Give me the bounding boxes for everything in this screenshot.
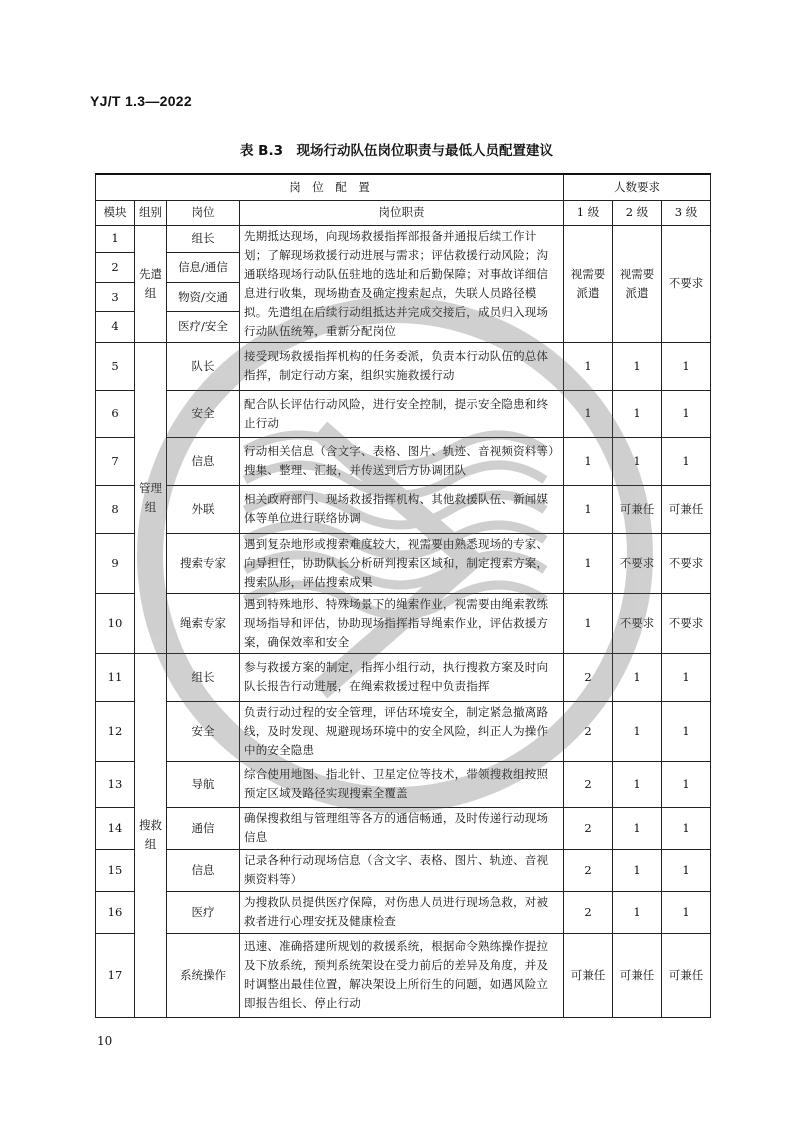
table-row xyxy=(96,933,711,1017)
post-cell: 系统操作 xyxy=(167,933,240,1017)
level-3-cell: 1 xyxy=(662,807,711,849)
group-cell-advance: 先遣组 xyxy=(135,225,167,342)
header-duty: 岗位职责 xyxy=(240,200,564,225)
level-3-cell: 不要求 xyxy=(662,593,711,653)
level-1-cell: 1 xyxy=(564,593,613,653)
module-cell: 17 xyxy=(96,933,135,1017)
level-1-cell: 2 xyxy=(564,807,613,849)
module-cell: 5 xyxy=(96,342,135,390)
table-row xyxy=(96,533,711,593)
level-3-cell: 不要求 xyxy=(662,225,711,342)
table-row xyxy=(96,437,711,485)
module-cell: 7 xyxy=(96,437,135,485)
level-1-cell: 视需要派遣 xyxy=(564,225,613,342)
header-row-top xyxy=(96,174,711,200)
duty-cell: 记录各种行动现场信息（含文字、表格、图片、轨迹、音视频资料等） xyxy=(240,849,564,891)
table-row xyxy=(96,653,711,701)
duty-cell: 负责行动过程的安全管理，评估环境安全，制定紧急撤离路线，及时发现、规避现场环境中的安全风险，纠正人为操作中的安全隐患 xyxy=(240,701,564,761)
header-module: 模块 xyxy=(96,200,135,225)
level-2-cell: 1 xyxy=(613,390,662,437)
post-cell: 组长 xyxy=(167,225,240,253)
level-3-cell: 1 xyxy=(662,849,711,891)
duty-cell: 综合使用地图、指北针、卫星定位等技术，带领搜救组按照预定区域及路径实现搜索全覆盖 xyxy=(240,761,564,807)
level-3-cell: 不要求 xyxy=(662,533,711,593)
level-1-cell: 2 xyxy=(564,891,613,933)
level-3-cell: 1 xyxy=(662,701,711,761)
module-cell: 1 xyxy=(96,225,135,253)
level-3-cell: 1 xyxy=(662,653,711,701)
duty-cell: 相关政府部门、现场救援指挥机构、其他救援队伍、新闻媒体等单位进行联络协调 xyxy=(240,485,564,533)
level-2-cell: 可兼任 xyxy=(613,485,662,533)
duty-cell: 遇到复杂地形或搜索难度较大，视需要由熟悉现场的专家、向导担任，协助队长分析研判搜索区域和，制定搜索方案，搜索队形，评估搜索成果 xyxy=(240,533,564,593)
header-level-1: 1 级 xyxy=(564,200,613,225)
level-3-cell: 1 xyxy=(662,437,711,485)
duty-cell: 迅速、准确搭建所规划的救援系统，根据命令熟练操作提拉及下放系统，预判系统架设在受力前后的差异及角度，并及时调整出最佳位置，解决架设上所衍生的问题，如遇风险立即报告组长、停止行动 xyxy=(240,933,564,1017)
post-cell: 信息 xyxy=(167,849,240,891)
level-1-cell: 1 xyxy=(564,533,613,593)
table-row xyxy=(96,849,711,891)
staffing-table xyxy=(95,173,711,1018)
duty-cell: 配合队长评估行动风险，进行安全控制，提示安全隐患和终止行动 xyxy=(240,390,564,437)
level-3-cell: 可兼任 xyxy=(662,485,711,533)
module-cell: 13 xyxy=(96,761,135,807)
level-2-cell: 不要求 xyxy=(613,533,662,593)
table-row xyxy=(96,807,711,849)
module-cell: 4 xyxy=(96,312,135,342)
post-cell: 安全 xyxy=(167,390,240,437)
module-cell: 15 xyxy=(96,849,135,891)
level-1-cell: 1 xyxy=(564,390,613,437)
post-cell: 安全 xyxy=(167,701,240,761)
header-post: 岗位 xyxy=(167,200,240,225)
level-2-cell: 1 xyxy=(613,342,662,390)
level-3-cell: 可兼任 xyxy=(662,933,711,1017)
duty-cell: 接受现场救援指挥机构的任务委派，负责本行动队伍的总体指挥，制定行动方案，组织实施救援行动 xyxy=(240,342,564,390)
post-cell: 信息 xyxy=(167,437,240,485)
module-cell: 12 xyxy=(96,701,135,761)
level-2-cell: 可兼任 xyxy=(613,933,662,1017)
post-cell: 组长 xyxy=(167,653,240,701)
header-post-config: 岗 位 配 置 xyxy=(96,174,564,200)
standard-code: YJ/T 1.3—2022 xyxy=(90,93,192,109)
post-cell: 绳索专家 xyxy=(167,593,240,653)
post-cell: 搜索专家 xyxy=(167,533,240,593)
table-row xyxy=(96,761,711,807)
module-cell: 10 xyxy=(96,593,135,653)
level-2-cell: 1 xyxy=(613,849,662,891)
group-cell-management: 管理组 xyxy=(135,342,167,653)
level-1-cell: 可兼任 xyxy=(564,933,613,1017)
header-staff-requirement: 人数要求 xyxy=(564,174,711,200)
module-cell: 16 xyxy=(96,891,135,933)
level-2-cell: 不要求 xyxy=(613,593,662,653)
header-group: 组别 xyxy=(135,200,167,225)
post-cell: 导航 xyxy=(167,761,240,807)
level-1-cell: 2 xyxy=(564,761,613,807)
table-row xyxy=(96,390,711,437)
level-3-cell: 1 xyxy=(662,342,711,390)
table-title: 表 B.3 现场行动队伍岗位职责与最低人员配置建议 xyxy=(239,143,553,159)
group-cell-rescue: 搜救组 xyxy=(135,653,167,1017)
level-2-cell: 1 xyxy=(613,891,662,933)
table-row xyxy=(96,342,711,390)
header-level-2: 2 级 xyxy=(613,200,662,225)
post-cell: 通信 xyxy=(167,807,240,849)
duty-cell: 先期抵达现场，向现场救援指挥部报备并通报后续工作计划；了解现场救援行动进展与需求；评估救援行动风险；沟通联络现场行动队伍驻地的选址和后勤保障；对事故详细信息进行收集，现场勘查及确定搜索起点，失联人员路径模拟。先遣组在后续行动组抵达并完成交接后，成员归入现场行动队伍统筹，重新分配岗位 xyxy=(240,225,564,342)
level-1-cell: 2 xyxy=(564,701,613,761)
duty-cell: 为搜救队员提供医疗保障，对伤患人员进行现场急救，对被救者进行心理安抚及健康检查 xyxy=(240,891,564,933)
level-2-cell: 视需要派遣 xyxy=(613,225,662,342)
duty-cell: 确保搜救组与管理组等各方的通信畅通，及时传递行动现场信息 xyxy=(240,807,564,849)
module-cell: 6 xyxy=(96,390,135,437)
module-cell: 2 xyxy=(96,253,135,283)
level-2-cell: 1 xyxy=(613,807,662,849)
module-cell: 8 xyxy=(96,485,135,533)
level-2-cell: 1 xyxy=(613,653,662,701)
module-cell: 9 xyxy=(96,533,135,593)
level-2-cell: 1 xyxy=(613,437,662,485)
duty-cell: 参与救援方案的制定，指挥小组行动，执行搜救方案及时向队长报告行动进展，在绳索救援过程中负责指挥 xyxy=(240,653,564,701)
duty-cell: 行动相关信息（含文字、表格、图片、轨迹、音视频资料等）搜集、整理、汇报，并传送到后方协调团队 xyxy=(240,437,564,485)
module-cell: 11 xyxy=(96,653,135,701)
table-row xyxy=(96,593,711,653)
post-cell: 物资/交通 xyxy=(167,283,240,312)
page-number: 10 xyxy=(97,1034,113,1048)
header-row-sub xyxy=(96,200,711,225)
module-cell: 14 xyxy=(96,807,135,849)
module-cell: 3 xyxy=(96,283,135,312)
post-cell: 医疗/安全 xyxy=(167,312,240,342)
post-cell: 信息/通信 xyxy=(167,253,240,283)
level-1-cell: 1 xyxy=(564,485,613,533)
table-row xyxy=(96,891,711,933)
table-row xyxy=(96,701,711,761)
level-2-cell: 1 xyxy=(613,761,662,807)
level-3-cell: 1 xyxy=(662,390,711,437)
level-1-cell: 1 xyxy=(564,342,613,390)
post-cell: 医疗 xyxy=(167,891,240,933)
level-3-cell: 1 xyxy=(662,891,711,933)
table-row xyxy=(96,485,711,533)
level-1-cell: 2 xyxy=(564,653,613,701)
post-cell: 队长 xyxy=(167,342,240,390)
duty-cell: 遇到特殊地形、特殊场景下的绳索作业，视需要由绳索教练现场指导和评估，协助现场指挥指导绳索作业，评估救援方案，确保效率和安全 xyxy=(240,593,564,653)
table-row xyxy=(96,225,711,253)
post-cell: 外联 xyxy=(167,485,240,533)
header-level-3: 3 级 xyxy=(662,200,711,225)
level-2-cell: 1 xyxy=(613,701,662,761)
level-1-cell: 1 xyxy=(564,437,613,485)
level-1-cell: 2 xyxy=(564,849,613,891)
level-3-cell: 1 xyxy=(662,761,711,807)
